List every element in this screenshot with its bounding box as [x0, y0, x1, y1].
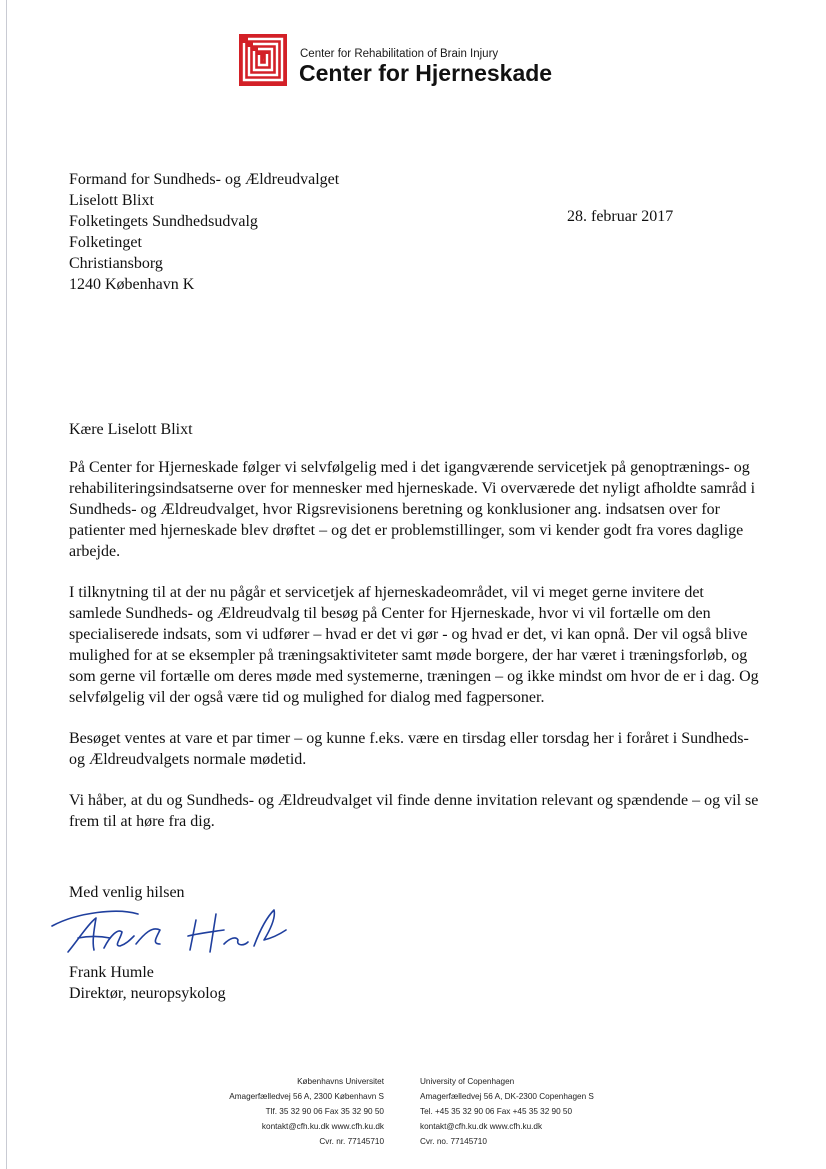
org-name: Center for Hjerneskade [299, 60, 553, 86]
footer-line: Tlf. 35 32 90 06 Fax 35 32 90 50 [265, 1107, 384, 1116]
recipient-line: Folketingets Sundhedsudvalg [69, 213, 258, 230]
footer-english [420, 1074, 594, 1149]
body-paragraph: I tilknytning til at der nu pågår et servicetjek af hjerneskadeområdet, vil vi meget gerne invitere det samlede Sundheds- og Ældreudvalg til besøg på Center for Hjerneskade, hvor vi vil fortælle om den specialiserede indsats, som vi udfører – hvad er det vi gør - og hvad er det, vi kan opnå. Der vil også blive mulighed for at se eksempler på træningsaktiviteter samt møde borgere, der har været i træningsforløb, og som gerne vil fortælle om deres møde med systemerne, træningen – og ikke mindst om hvor de er i dag. Og selvfølgelig vil der også være tid og mulighed for dialog med fagpersoner. [69, 584, 759, 706]
footer-line: Københavns Universitet [297, 1077, 384, 1086]
letter-date: 28. februar 2017 [567, 208, 674, 225]
body-paragraph: Besøget ventes at vare et par timer – og kunne f.eks. være en tirsdag eller torsdag her i foråret i Sundheds- og Ældreudvalgets normale mødetid. [69, 730, 749, 768]
salutation: Kære Liselott Blixt [69, 421, 193, 438]
footer-line: Amagerfælledvej 56 A, 2300 København S [229, 1092, 384, 1101]
footer-line: Cvr. nr. 77145710 [319, 1137, 384, 1146]
body-paragraph: På Center for Hjerneskade følger vi selvfølgelig med i det igangværende servicetjek på genoptrænings- og rehabiliteringsindsatserne over for mennesker med hjerneskade. Vi overværede det nyligt afholdte samråd i Sundheds- og Ældreudvalget, hvor Rigsrevisionens beretning og konklusioner ang. indsatsen over for patienter med hjerneskade blev drøftet – og det er problemstillinger, som vi kender godt fra vores daglige arbejde. [69, 459, 756, 560]
footer-line: Tel. +45 35 32 90 06 Fax +45 35 32 90 50 [420, 1107, 573, 1116]
recipient-address [69, 169, 339, 295]
footer-line: Cvr. no. 77145710 [420, 1137, 487, 1146]
signer-block [69, 962, 226, 1004]
signer-name: Frank Humle [69, 964, 154, 981]
letter-body [69, 457, 759, 852]
recipient-line: Folketinget [69, 234, 142, 251]
org-subtitle: Center for Rehabilitation of Brain Injury [300, 48, 499, 60]
footer-line: Amagerfælledvej 56 A, DK-2300 Copenhagen S [420, 1092, 594, 1101]
body-paragraph: Vi håber, at du og Sundheds- og Ældreudvalget vil finde denne invitation relevant og spændende – og vil se frem til at høre fra dig. [69, 792, 759, 830]
handwritten-signature [48, 900, 298, 966]
recipient-line: 1240 København K [69, 276, 195, 293]
footer-line: kontakt@cfh.ku.dk www.cfh.ku.dk [261, 1122, 384, 1131]
recipient-line: Formand for Sundheds- og Ældreudvalget [69, 171, 340, 188]
maze-logo-icon [239, 34, 287, 86]
footer-line: kontakt@cfh.ku.dk www.cfh.ku.dk [420, 1122, 543, 1131]
footer-line: University of Copenhagen [420, 1077, 515, 1086]
recipient-line: Liselott Blixt [69, 192, 154, 209]
recipient-line: Christiansborg [69, 255, 163, 272]
closing: Med venlig hilsen [69, 884, 185, 901]
footer-danish [229, 1074, 384, 1149]
signer-title: Direktør, neuropsykolog [69, 985, 226, 1002]
scan-edge-line [6, 0, 7, 1169]
